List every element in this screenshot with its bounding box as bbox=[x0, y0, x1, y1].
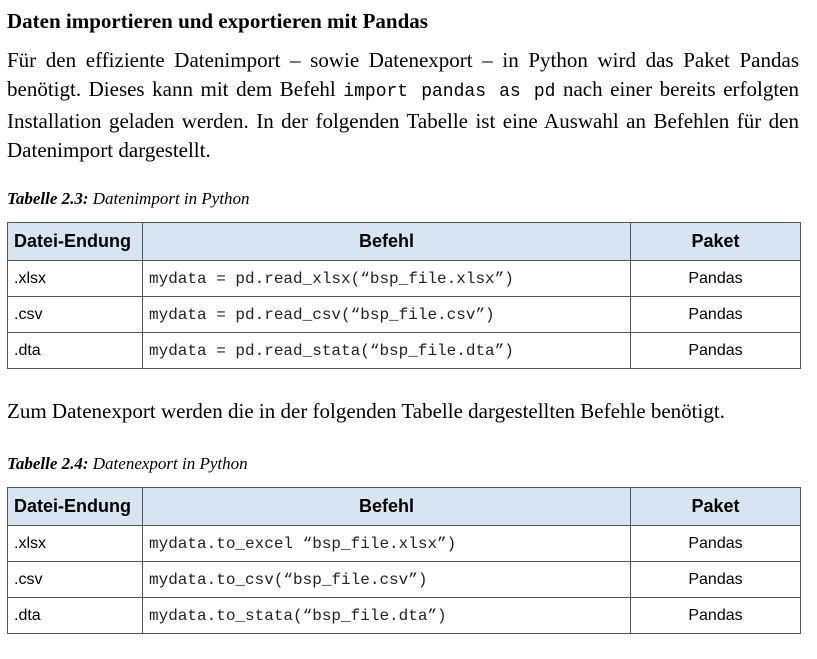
cell-package: Pandas bbox=[631, 562, 801, 598]
cell-command: mydata = pd.read_stata(“bsp_file.dta”) bbox=[143, 333, 631, 369]
caption-text: Datenexport in Python bbox=[88, 454, 248, 473]
cell-extension: .dta bbox=[8, 598, 143, 634]
caption-text: Datenimport in Python bbox=[88, 189, 250, 208]
table-export-caption bbox=[7, 454, 248, 474]
table-header-row bbox=[8, 223, 801, 261]
cell-command: mydata.to_stata(“bsp_file.dta”) bbox=[143, 598, 631, 634]
caption-label: Tabelle 2.4: bbox=[7, 454, 89, 473]
caption-label: Tabelle 2.3: bbox=[7, 189, 89, 208]
cell-package: Pandas bbox=[631, 598, 801, 634]
table-row bbox=[8, 526, 801, 562]
cell-package: Pandas bbox=[631, 333, 801, 369]
table-row bbox=[8, 598, 801, 634]
cell-package: Pandas bbox=[631, 297, 801, 333]
header-package: Paket bbox=[631, 223, 801, 261]
cell-extension: .xlsx bbox=[8, 261, 143, 297]
cell-extension: .xlsx bbox=[8, 526, 143, 562]
cell-command: mydata.to_excel “bsp_file.xlsx”) bbox=[143, 526, 631, 562]
header-extension: Datei-Endung bbox=[8, 488, 143, 526]
cell-command: mydata = pd.read_csv(“bsp_file.csv”) bbox=[143, 297, 631, 333]
inline-code: import pandas as pd bbox=[343, 82, 556, 102]
cell-command: mydata.to_csv(“bsp_file.csv”) bbox=[143, 562, 631, 598]
table-row bbox=[8, 261, 801, 297]
intro-text-after: nach einer bereits erfolgten Installation geladen werden. In der folgenden Tabelle ist eine Auswahl an Befehlen für den Datenimport dargestellt. bbox=[7, 77, 799, 162]
intro-paragraph bbox=[7, 46, 799, 165]
table-row bbox=[8, 562, 801, 598]
cell-extension: .csv bbox=[8, 562, 143, 598]
table-header-row bbox=[8, 488, 801, 526]
table-row bbox=[8, 297, 801, 333]
export-table bbox=[7, 487, 801, 634]
export-intro-paragraph: Zum Datenexport werden die in der folgenden Tabelle dargestellten Befehle benötigt. bbox=[7, 399, 725, 423]
header-package: Paket bbox=[631, 488, 801, 526]
intro-text-before: Für den effiziente Datenimport – sowie Datenexport – in Python wird das Paket Pandas benötigt. Dieses kann mit dem Befehl bbox=[7, 48, 799, 101]
header-command: Befehl bbox=[143, 488, 631, 526]
header-command: Befehl bbox=[143, 223, 631, 261]
cell-extension: .dta bbox=[8, 333, 143, 369]
table-row bbox=[8, 333, 801, 369]
table-import-caption bbox=[7, 189, 250, 209]
cell-package: Pandas bbox=[631, 261, 801, 297]
cell-extension: .csv bbox=[8, 297, 143, 333]
cell-command: mydata = pd.read_xlsx(“bsp_file.xlsx”) bbox=[143, 261, 631, 297]
section-heading: Daten importieren und exportieren mit Pandas bbox=[7, 9, 428, 33]
cell-package: Pandas bbox=[631, 526, 801, 562]
import-table bbox=[7, 222, 801, 369]
header-extension: Datei-Endung bbox=[8, 223, 143, 261]
